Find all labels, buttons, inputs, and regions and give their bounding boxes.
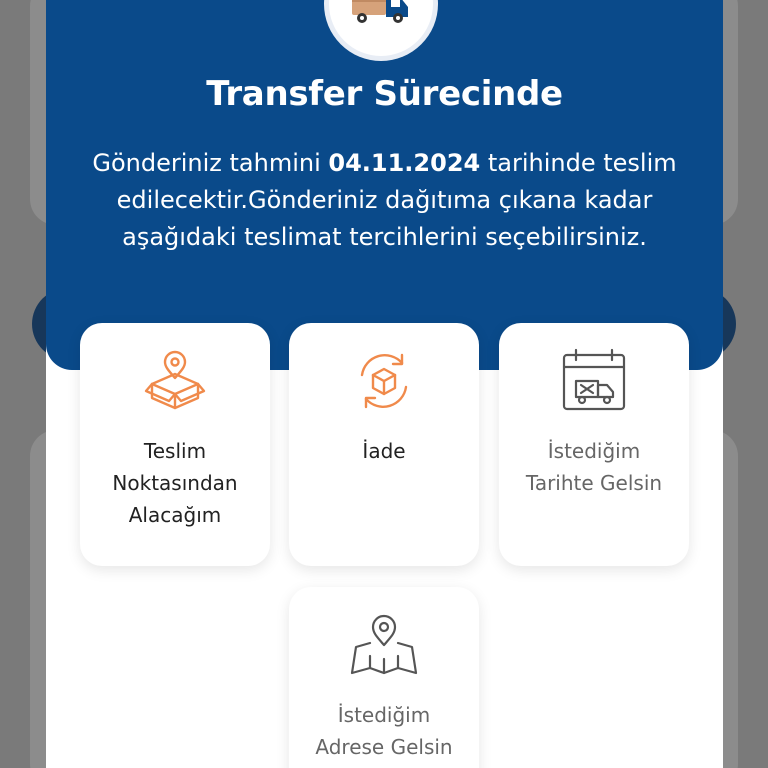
option-label: İade	[362, 439, 406, 463]
option-label: İstediğim Tarihte Gelsin	[525, 439, 663, 495]
delivery-options-sheet	[46, 0, 723, 768]
modal-title: Transfer Sürecinde	[206, 74, 563, 114]
description-before: Gönderiniz tahmini	[92, 149, 329, 177]
sheet-header	[46, 0, 723, 370]
modal-description	[76, 145, 693, 256]
option-label: Teslim Noktasından Alacağım	[112, 439, 238, 527]
estimated-delivery-date: 04.11.2024	[328, 149, 481, 177]
calendar-truck-icon	[558, 345, 630, 417]
option-other-address[interactable]	[289, 587, 479, 768]
pickup-point-icon	[140, 346, 210, 416]
option-pickup-point[interactable]	[80, 323, 270, 566]
option-label: İstediğim Adrese Gelsin	[315, 703, 453, 759]
return-box-icon	[348, 345, 420, 417]
map-location-icon	[348, 609, 420, 681]
description-after: tarihinde teslim edilecektir.Gönderiniz dağıtıma çıkana kadar aşağıdaki teslimat tercihlerini seçebilirsiniz.	[116, 149, 677, 251]
option-return[interactable]	[289, 323, 479, 566]
option-scheduled-date[interactable]	[499, 323, 689, 566]
delivery-truck-icon	[329, 0, 433, 56]
